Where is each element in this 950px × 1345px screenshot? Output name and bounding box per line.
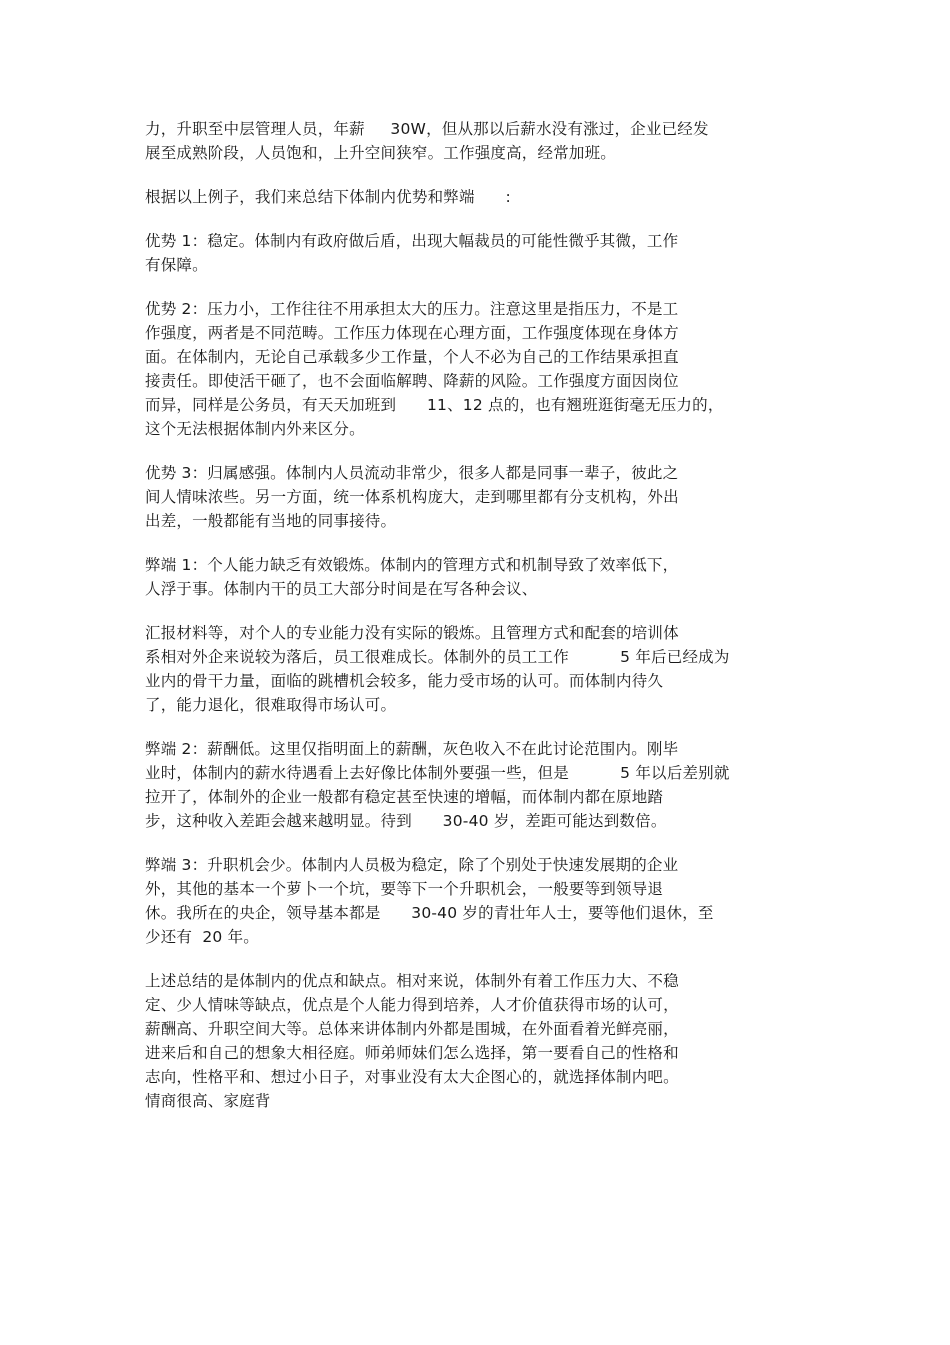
text-line: 汇报材料等，对个人的专业能力没有实际的锻炼。且管理方式和配套的培训体 (145, 624, 679, 642)
text-line: 弊端 3：升职机会少。体制内人员极为稳定，除了个别处于快速发展期的企业 (145, 856, 679, 874)
text-line: 根据以上例子，我们来总结下体制内优势和弊端 : (145, 188, 511, 206)
text-line: 间人情味浓些。另一方面，统一体系机构庞大，走到哪里都有分支机构，外出 (145, 488, 679, 506)
document-body (145, 117, 805, 1133)
text-line: 出差，一般都能有当地的同事接待。 (145, 512, 397, 530)
paragraph-disadvantage-1b (145, 621, 805, 717)
text-line: 有保障。 (145, 256, 208, 274)
text-line: 少还有 20 年。 (145, 928, 260, 946)
paragraph-disadvantage-1a (145, 553, 805, 601)
text-line: 了，能力退化，很难取得市场认可。 (145, 696, 397, 714)
text-line: 薪酬高、升职空间大等。总体来讲体制内外都是围城，在外面看着光鲜亮丽， (145, 1020, 679, 1038)
text-line: 弊端 1：个人能力缺乏有效锻炼。体制内的管理方式和机制导致了效率低下， (145, 556, 679, 574)
text-line: 业时，体制内的薪水待遇看上去好像比体制外要强一些，但是 5 年以后差别就 (145, 764, 730, 782)
text-line: 弊端 2：薪酬低。这里仅指明面上的薪酬，灰色收入不在此讨论范围内。刚毕 (145, 740, 679, 758)
paragraph-advantage-2 (145, 297, 805, 441)
text-line: 定、少人情味等缺点，优点是个人能力得到培养，人才价值获得市场的认可， (145, 996, 679, 1014)
paragraph-intro-continued (145, 117, 805, 165)
paragraph-advantage-1 (145, 229, 805, 277)
text-line: 优势 2：压力小，工作往往不用承担太大的压力。注意这里是指压力，不是工 (145, 300, 679, 318)
text-line: 这个无法根据体制内外来区分。 (145, 420, 365, 438)
text-line: 业内的骨干力量，面临的跳槽机会较多，能力受市场的认可。而体制内待久 (145, 672, 664, 690)
text-line: 休。我所在的央企，领导基本都是 30-40 岁的青壮年人士，要等他们退休，至 (145, 904, 714, 922)
text-line: 拉开了，体制外的企业一般都有稳定甚至快速的增幅，而体制内都在原地踏 (145, 788, 664, 806)
text-line: 作强度，两者是不同范畴。工作压力体现在心理方面，工作强度体现在身体方 (145, 324, 679, 342)
text-line: 力，升职至中层管理人员，年薪 30W，但从那以后薪水没有涨过，企业已经发 (145, 120, 709, 138)
text-line: 面。在体制内，无论自己承载多少工作量，个人不必为自己的工作结果承担直 (145, 348, 679, 366)
text-line: 接责任。即使活干砸了，也不会面临解聘、降薪的风险。工作强度方面因岗位 (145, 372, 679, 390)
paragraph-summary-heading (145, 185, 805, 209)
paragraph-disadvantage-2 (145, 737, 805, 833)
text-line: 进来后和自己的想象大相径庭。师弟师妹们怎么选择，第一要看自己的性格和 (145, 1044, 679, 1062)
text-line: 优势 3：归属感强。体制内人员流动非常少，很多人都是同事一辈子，彼此之 (145, 464, 679, 482)
text-line: 优势 1：稳定。体制内有政府做后盾，出现大幅裁员的可能性微乎其微，工作 (145, 232, 679, 250)
text-line: 志向，性格平和、想过小日子，对事业没有太大企图心的，就选择体制内吧。 (145, 1068, 679, 1086)
text-line: 步，这种收入差距会越来越明显。待到 30-40 岁，差距可能达到数倍。 (145, 812, 667, 830)
text-line: 人浮于事。体制内干的员工大部分时间是在写各种会议、 (145, 580, 538, 598)
text-line: 系相对外企来说较为落后，员工很难成长。体制外的员工工作 5 年后已经成为 (145, 648, 730, 666)
paragraph-disadvantage-3 (145, 853, 805, 949)
text-line: 而异，同样是公务员，有天天加班到 11、12 点的，也有翘班逛街毫无压力的， (145, 396, 724, 414)
paragraph-advantage-3 (145, 461, 805, 533)
text-line: 外，其他的基本一个萝卜一个坑，要等下一个升职机会，一般要等到领导退 (145, 880, 664, 898)
text-line: 展至成熟阶段，人员饱和，上升空间狭窄。工作强度高，经常加班。 (145, 144, 617, 162)
text-line: 上述总结的是体制内的优点和缺点。相对来说，体制外有着工作压力大、不稳 (145, 972, 679, 990)
paragraph-conclusion (145, 969, 805, 1113)
text-line: 情商很高、家庭背 (145, 1092, 271, 1110)
